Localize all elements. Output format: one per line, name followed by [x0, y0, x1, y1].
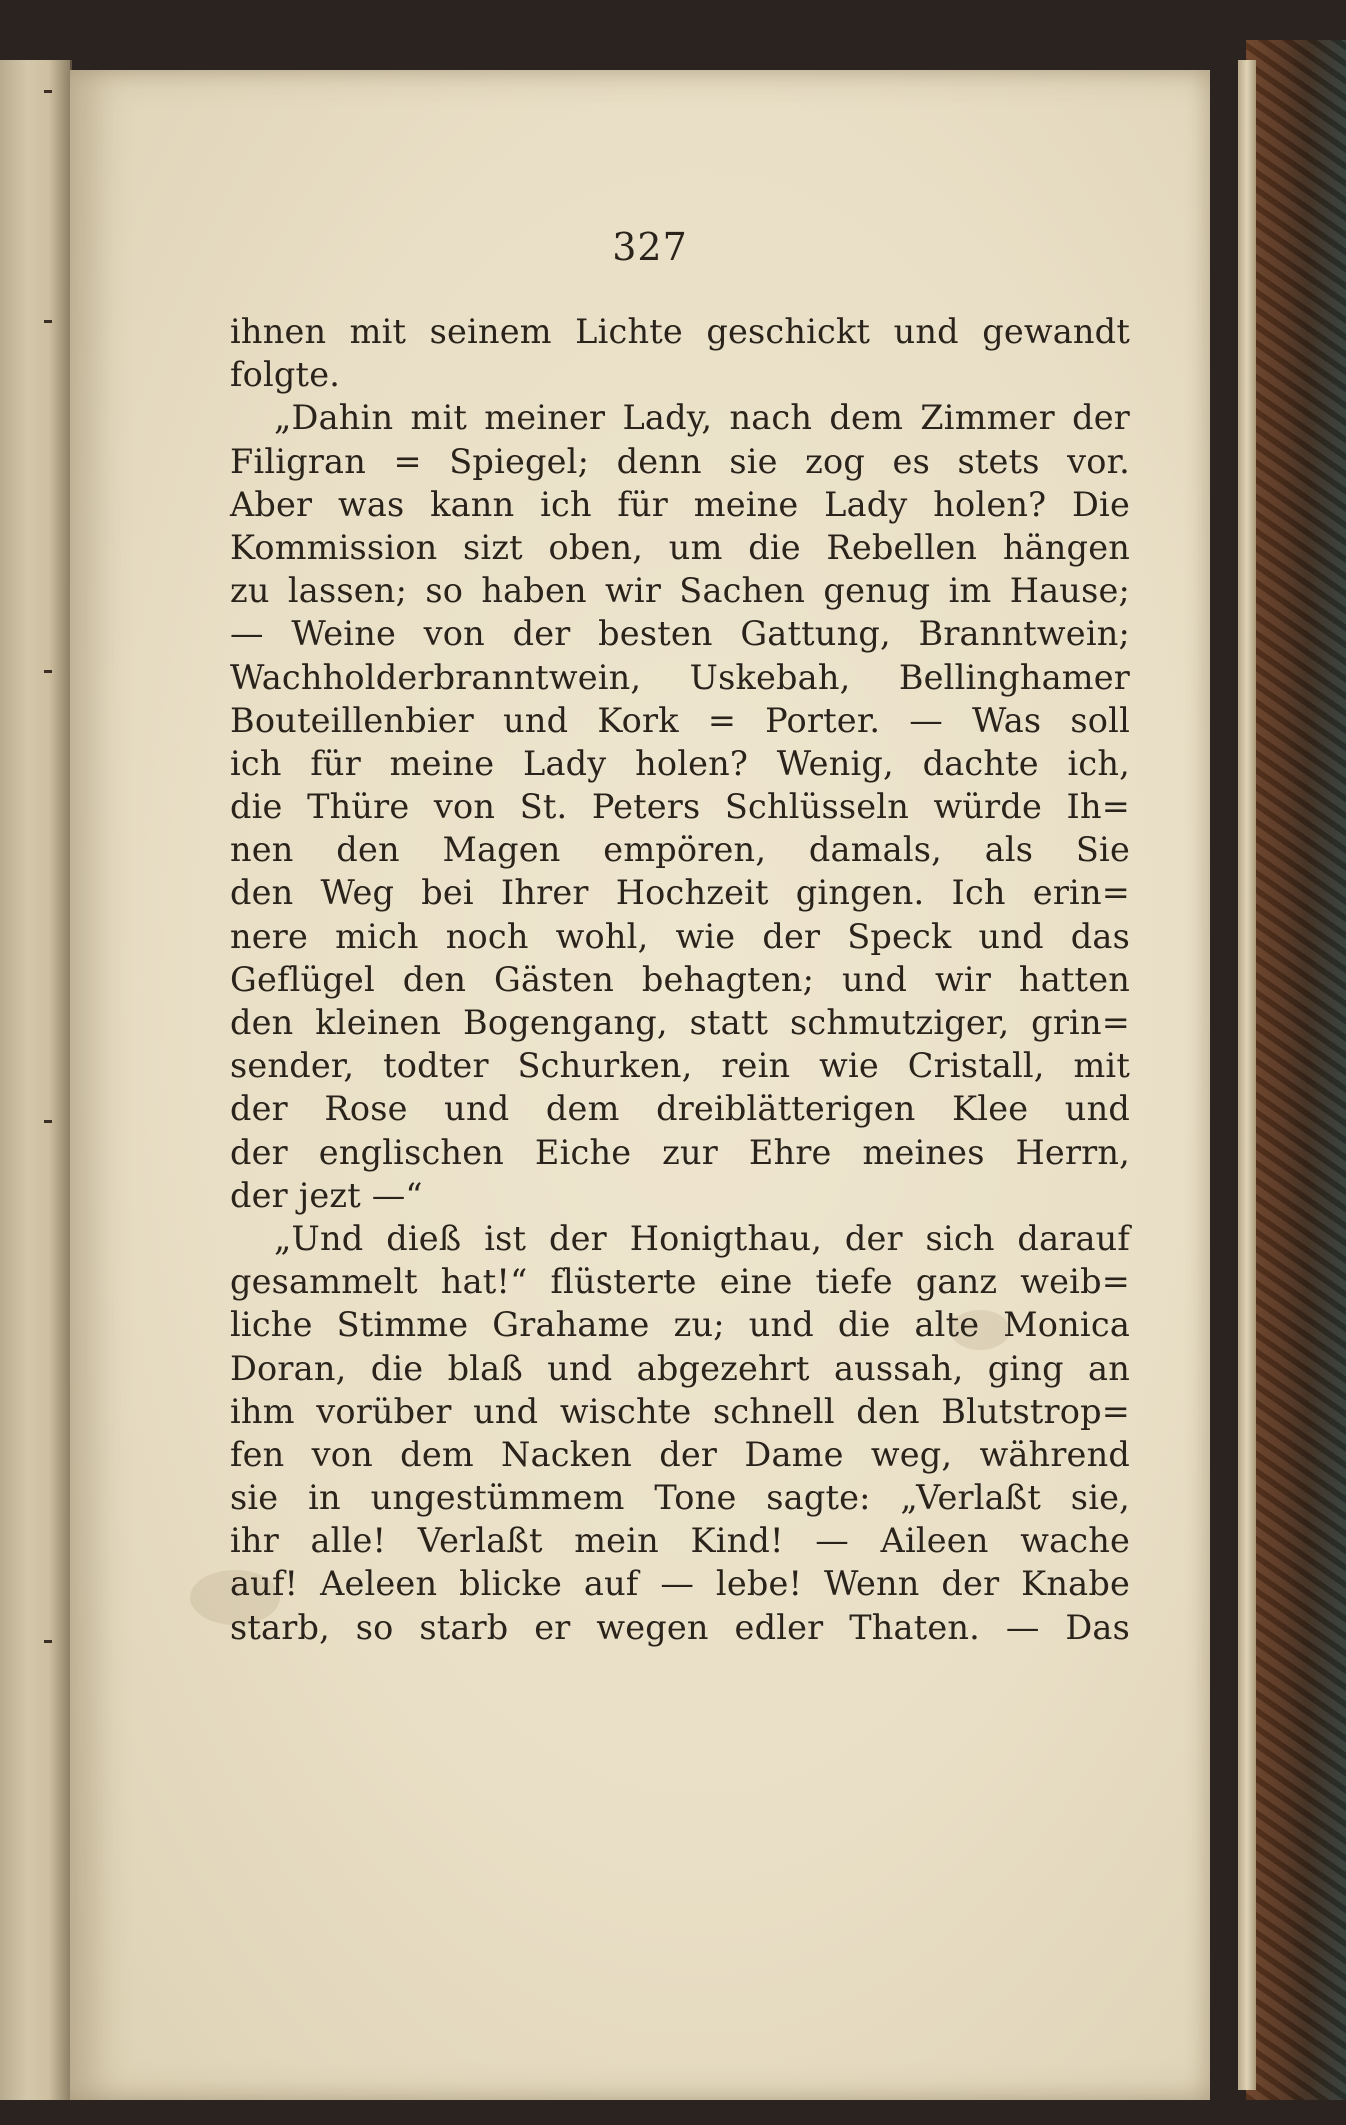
text-line: „Und dieß ist der Honigthau, der sich darauf: [274, 1218, 1130, 1258]
page-stack-edge: [1238, 60, 1256, 2090]
text-line: Filigran = Spiegel; denn sie zog es stets vor.: [230, 441, 1130, 481]
text-line: Aber was kann ich für meine Lady holen? Die: [230, 484, 1130, 524]
body-text: [230, 310, 1130, 1649]
text-line: zu lassen; so haben wir Sachen genug im Hause;: [230, 571, 1130, 611]
text-line: Wachholderbranntwein, Uskebah, Bellinghamer: [230, 657, 1130, 697]
text-line: Bouteillenbier und Kork = Porter. — Was soll: [230, 700, 1130, 740]
text-line: der Rose und dem dreiblätterigen Klee und: [230, 1089, 1130, 1129]
text-line: Doran, die blaß und abgezehrt aussah, ging an: [230, 1348, 1130, 1388]
text-line: ich für meine Lady holen? Wenig, dachte ich,: [230, 743, 1130, 783]
page-mark: [44, 1640, 52, 1643]
text-line: den Weg bei Ihrer Hochzeit gingen. Ich erin=: [230, 873, 1130, 913]
text-line: Geflügel den Gästen behagten; und wir hatten: [230, 959, 1130, 999]
text-line: Kommission sizt oben, um die Rebellen hängen: [230, 527, 1130, 567]
text-line: den kleinen Bogengang, statt schmutziger, grin=: [230, 1003, 1130, 1042]
text-line: ihr alle! Verlaßt mein Kind! — Aileen wache: [230, 1521, 1130, 1561]
text-line: starb, so starb er wegen edler Thaten. — Das: [230, 1607, 1130, 1647]
text-line: sender, todter Schurken, rein wie Cristall, mit: [230, 1046, 1130, 1086]
book-cover: [1246, 40, 1346, 2100]
text-line: gesammelt hat!“ flüsterte eine tiefe ganz weib=: [230, 1262, 1130, 1302]
text-line: nere mich noch wohl, wie der Speck und das: [230, 916, 1130, 956]
text-line: — Weine von der besten Gattung, Branntwein;: [230, 614, 1130, 654]
text-line: sie in ungestümmem Tone sagte: „Verlaßt sie,: [230, 1478, 1130, 1518]
page-mark: [44, 320, 52, 323]
page-number: 327: [612, 225, 688, 269]
text-line: liche Stimme Grahame zu; und die alte Monica: [230, 1305, 1130, 1345]
text-line: „Dahin mit meiner Lady, nach dem Zimmer der: [274, 398, 1130, 438]
text-line: ihm vorüber und wischte schnell den Blutstrop=: [230, 1391, 1130, 1431]
text-line: auf! Aeleen blicke auf — lebe! Wenn der Knabe: [230, 1564, 1130, 1604]
text-line: der jezt —“: [230, 1175, 423, 1215]
previous-page-edge: [0, 60, 72, 2100]
text-line: die Thüre von St. Peters Schlüsseln würde Ih=: [230, 787, 1130, 827]
text-line: fen von dem Nacken der Dame weg, während: [230, 1434, 1130, 1474]
book-page: [70, 70, 1210, 2100]
text-line: der englischen Eiche zur Ehre meines Herrn,: [230, 1132, 1130, 1172]
page-mark: [44, 670, 52, 673]
text-line: nen den Magen empören, damals, als Sie: [230, 830, 1130, 870]
text-line: folgte.: [230, 355, 341, 395]
page-mark: [44, 90, 52, 93]
page-mark: [44, 1120, 52, 1123]
text-line: ihnen mit seinem Lichte geschickt und gewandt: [230, 312, 1130, 351]
